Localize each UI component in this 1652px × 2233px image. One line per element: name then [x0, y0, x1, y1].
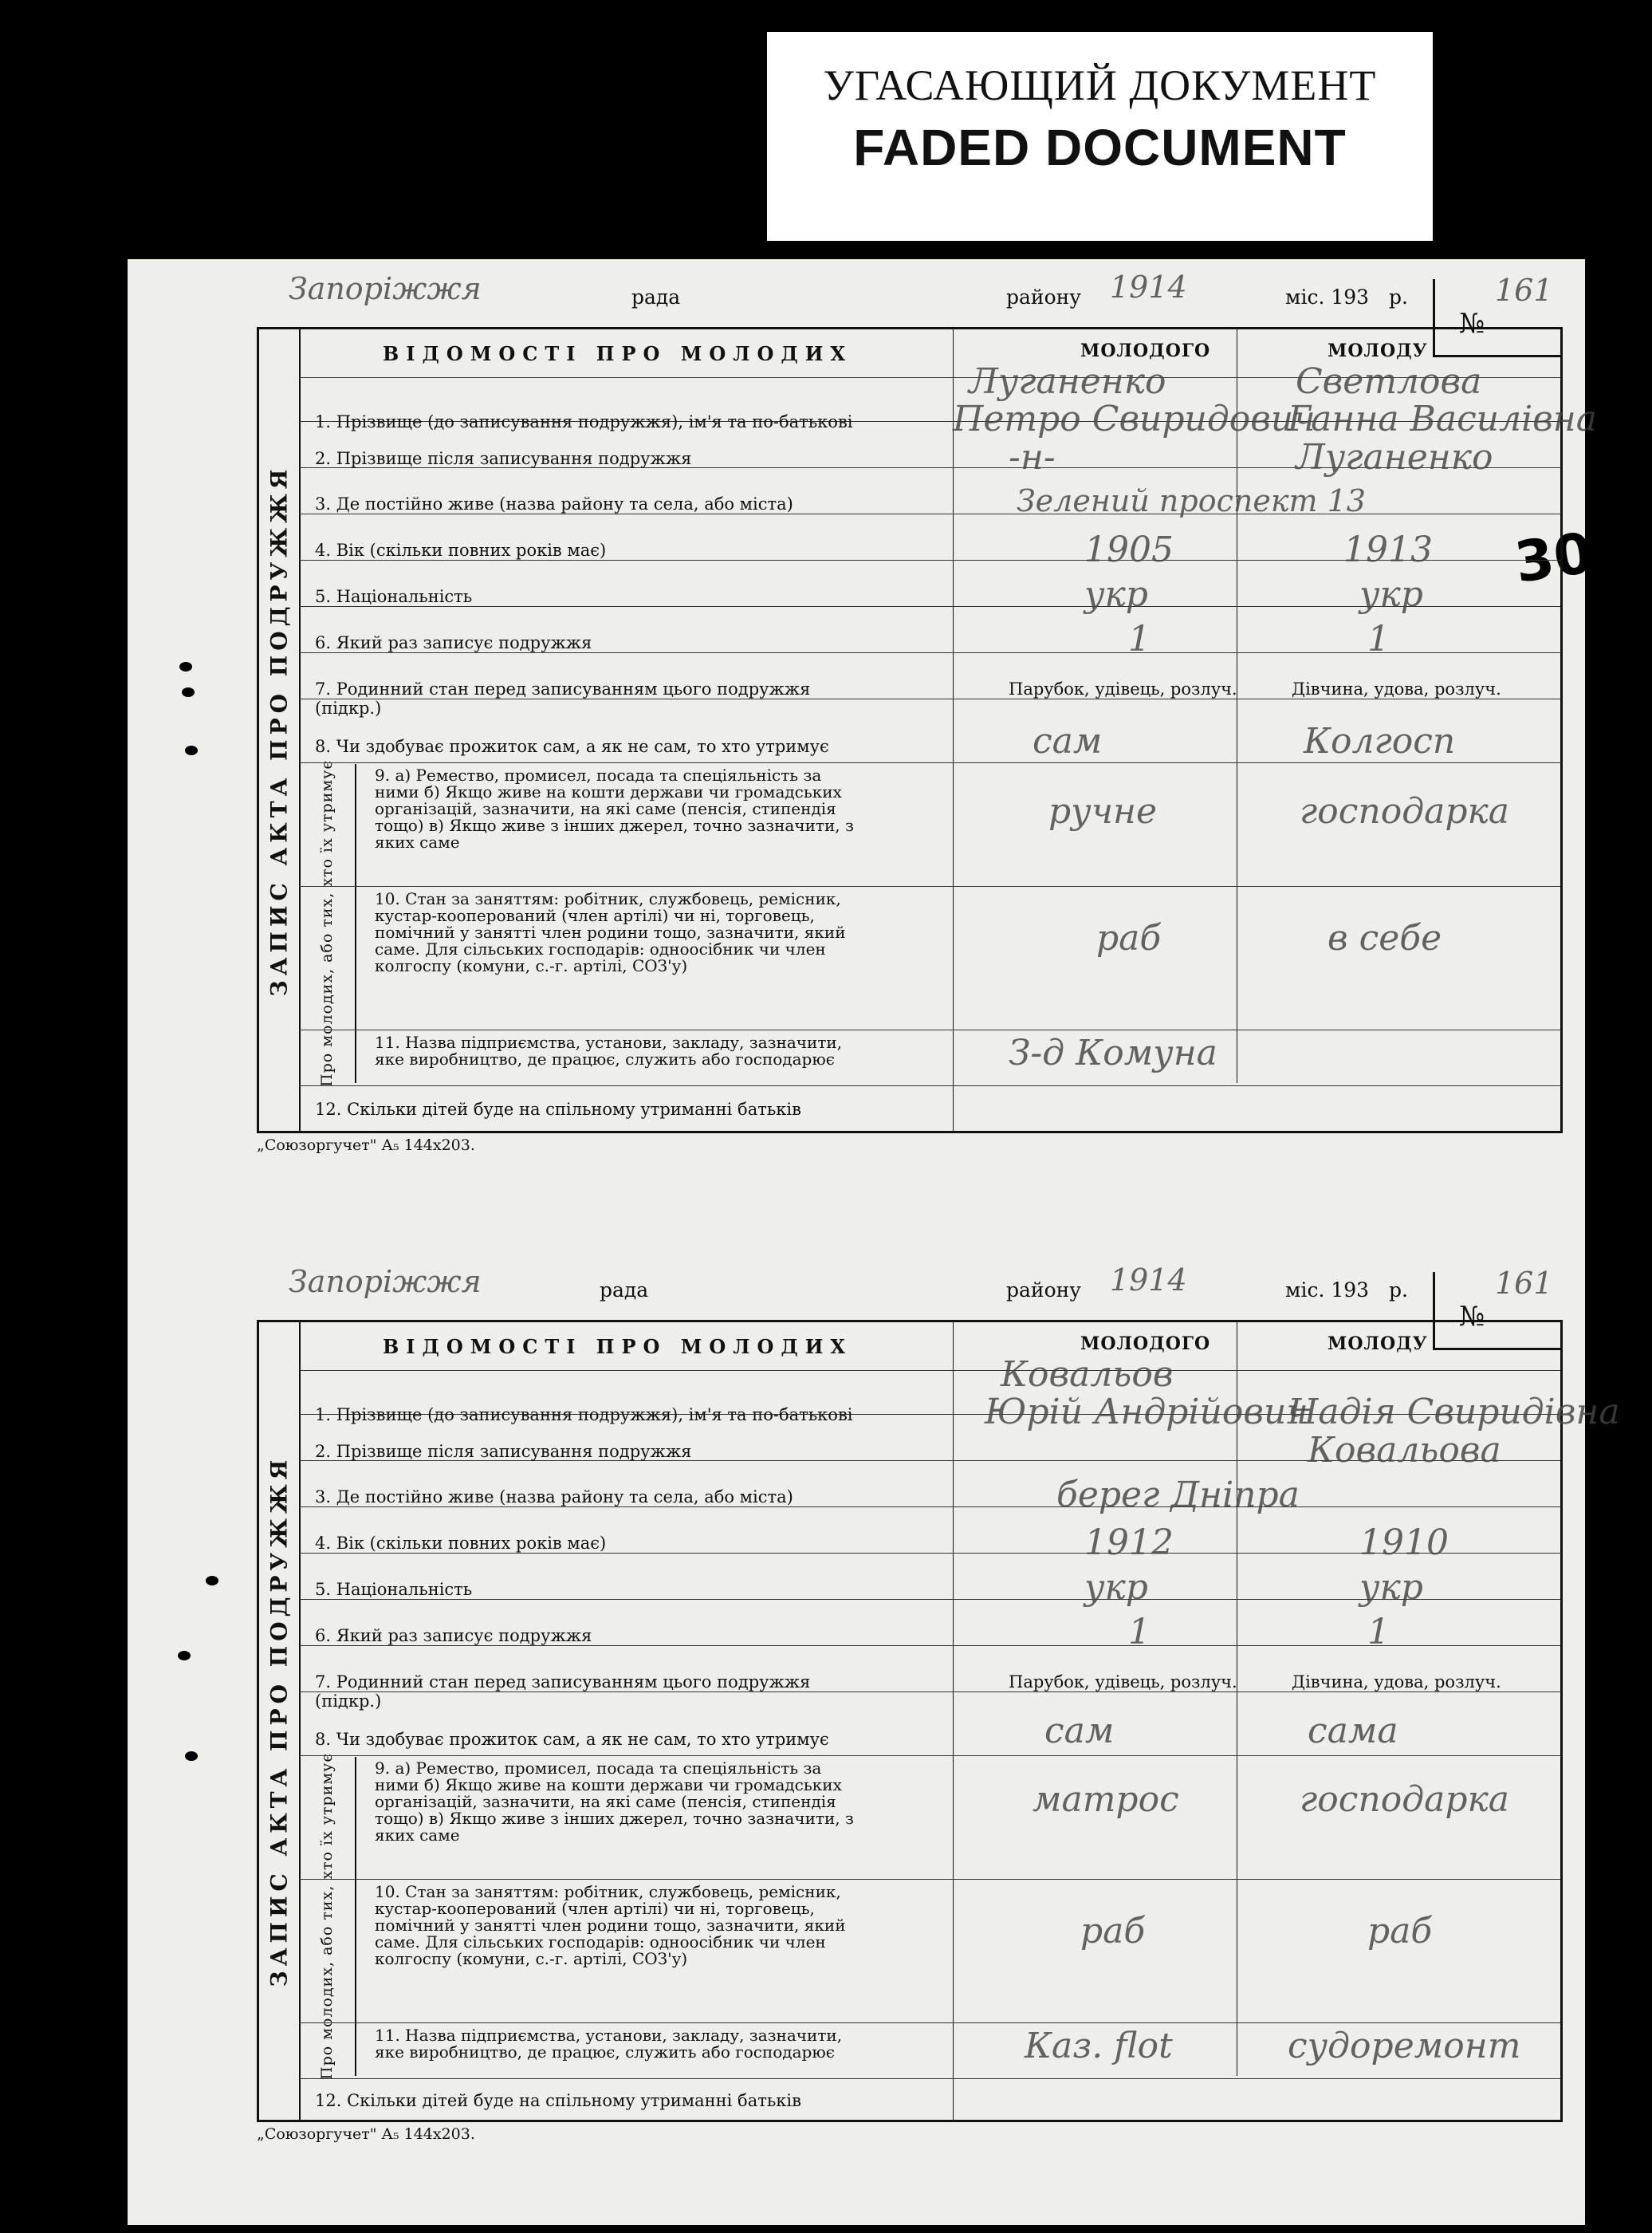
- table-row: 4. Вік (скільки повних років має) 1912 1910: [299, 1506, 1560, 1554]
- side-title: ЗАПИС АКТА ПРО ПОДРУЖЖЯ: [259, 329, 301, 1131]
- punch-hole: [182, 687, 195, 697]
- bride-column-header: МОЛОДУ: [1328, 341, 1428, 361]
- table-row: 8. Чи здобуває прожиток сам, а як не сам, то хто утримує сам Колгосп: [299, 699, 1560, 763]
- bride-column-header: МОЛОДУ: [1328, 1333, 1428, 1354]
- record-table: [257, 1322, 1620, 2122]
- month-label: міс. 193: [1285, 1278, 1370, 1302]
- table-row: 6. Який раз записує подружжя 1 1: [299, 1599, 1560, 1646]
- table-row: 1. Прізвище (до записування подружжя), ім'я та по-батькові Луганенко Светлова: [299, 377, 1560, 422]
- section-title: ВІДОМОСТІ ПРО МОЛОДИХ: [383, 342, 852, 365]
- punch-hole: [178, 1651, 191, 1660]
- form-footer: „Союзоргучет" А₅ 144х203.: [257, 1136, 475, 1154]
- year-suffix: р.: [1389, 1278, 1408, 1302]
- month-label: міс. 193: [1285, 286, 1370, 309]
- table-row: 10. Стан за заняттям: робітник, службовець, ремісник, кустар-кооперований (член артілі) чи ні, торговець, помічний у занятті член родини тощо, зазначити, який саме. Для сільських господарів: одноосібник чи член колгоспу (комуни, с.-г. артілі, СОЗ'у) раб в себе: [299, 886, 1560, 1030]
- rayon-label: району: [1006, 286, 1081, 309]
- form-footer: „Союзоргучет" А₅ 144х203.: [257, 2125, 475, 2143]
- record-number: 161: [1495, 1266, 1553, 1301]
- record-number: 161: [1495, 273, 1553, 308]
- marriage-record-2: [257, 1262, 1620, 2143]
- page-number: 306: [1511, 514, 1636, 596]
- rada-handwritten: Запоріжжя: [289, 271, 482, 306]
- side-subtitle: Про молодих, або тих, хто їх утримує: [299, 764, 356, 1083]
- rayon-handwritten: 1914: [1110, 270, 1187, 305]
- rada-label: рада: [631, 286, 681, 309]
- rayon-handwritten: 1914: [1110, 1262, 1187, 1298]
- table-row: 4. Вік (скільки повних років має) 1905 1913: [299, 514, 1560, 561]
- table-row: 11. Назва підприємства, установи, закладу, зазначити, яке виробництво, де працює, служить або господарює Каз. flot судоремонт: [299, 2022, 1560, 2079]
- stamp-english: FADED DOCUMENT: [853, 119, 1347, 176]
- record-header: [257, 270, 1563, 340]
- punch-hole: [206, 1576, 218, 1585]
- punch-hole: [185, 1751, 198, 1761]
- table-row: 7. Родинний стан перед записуванням цього подружжя (підкр.) Парубок, удівець, розлуч. Дівчина, удова, розлуч.: [299, 652, 1560, 699]
- table-row: 3. Де постійно живе (назва району та села, або міста) Зелений проспект 13: [299, 467, 1560, 514]
- record-header: [257, 1262, 1563, 1333]
- rada-handwritten: Запоріжжя: [289, 1264, 482, 1299]
- table-row: 9. а) Ремество, промисел, посада та спеціяльність за ними б) Якщо живе на кошти держави чи громадських організацій, зазначити, на які саме (пенсія, стипендія тощо) в) Якщо живе з інших джерел, точно зазначити, з яких саме матрос господарка: [299, 1755, 1560, 1880]
- groom-column-header: МОЛОДОГО: [1080, 341, 1211, 361]
- table-row: 6. Який раз записує подружжя 1 1: [299, 606, 1560, 653]
- side-subtitle: Про молодих, або тих, хто їх утримує: [299, 1757, 356, 2076]
- stamp-russian: УГАСАЮЩИЙ ДОКУМЕНТ: [823, 61, 1377, 109]
- table-row: 12. Скільки дітей буде на спільному утриманні батьків: [315, 2091, 801, 2110]
- rayon-label: району: [1006, 1278, 1081, 1302]
- year-suffix: р.: [1389, 286, 1408, 309]
- table-row: 11. Назва підприємства, установи, закладу, зазначити, яке виробництво, де працює, служить або господарює З-д Комуна: [299, 1030, 1560, 1086]
- table-row: 12. Скільки дітей буде на спільному утриманні батьків: [315, 1100, 801, 1119]
- table-row: Юрій Андрійович Надія Свиридівна 2. Прізвище після записування подружжя Ковальова: [299, 1414, 1560, 1461]
- table-row: 10. Стан за заняттям: робітник, службовець, ремісник, кустар-кооперований (член артілі) чи ні, торговець, помічний у занятті член родини тощо, зазначити, який саме. Для сільських господарів: одноосібник чи член колгоспу (комуни, с.-г. артілі, СОЗ'у) раб раб: [299, 1879, 1560, 2023]
- table-row: 5. Національність укр укр: [299, 560, 1560, 607]
- number-sign: №: [1459, 1301, 1485, 1333]
- faded-document-stamp: [767, 32, 1433, 241]
- table-row: 7. Родинний стан перед записуванням цього подружжя (підкр.) Парубок, удівець, розлуч. Дівчина, удова, розлуч.: [299, 1645, 1560, 1692]
- section-title: ВІДОМОСТІ ПРО МОЛОДИХ: [383, 1335, 852, 1358]
- rada-label: рада: [600, 1278, 649, 1302]
- table-row: 3. Де постійно живе (назва району та села, або міста) берег Дніпра: [299, 1460, 1560, 1507]
- table-row: 9. а) Ремество, промисел, посада та спеціяльність за ними б) Якщо живе на кошти держави чи громадських організацій, зазначити, на які саме (пенсія, стипендія тощо) в) Якщо живе з інших джерел, точно зазначити, з яких саме ручне господарка: [299, 762, 1560, 887]
- punch-hole: [179, 662, 192, 671]
- punch-hole: [185, 746, 198, 755]
- number-sign: №: [1459, 308, 1485, 340]
- groom-column-header: МОЛОДОГО: [1080, 1333, 1211, 1354]
- table-row: Петро Свиридович Ганна Василівна 2. Прізвище після записування подружжя -н- Луганенко: [299, 421, 1560, 468]
- section-header-row: [299, 1322, 1560, 1371]
- side-title: ЗАПИС АКТА ПРО ПОДРУЖЖЯ: [259, 1322, 301, 2120]
- table-row: 5. Національність укр укр: [299, 1553, 1560, 1600]
- table-row: 8. Чи здобуває прожиток сам, а як не сам, то хто утримує сам сама: [299, 1691, 1560, 1756]
- table-row: 1. Прізвище (до записування подружжя), ім'я та по-батькові Ковальов: [299, 1370, 1560, 1415]
